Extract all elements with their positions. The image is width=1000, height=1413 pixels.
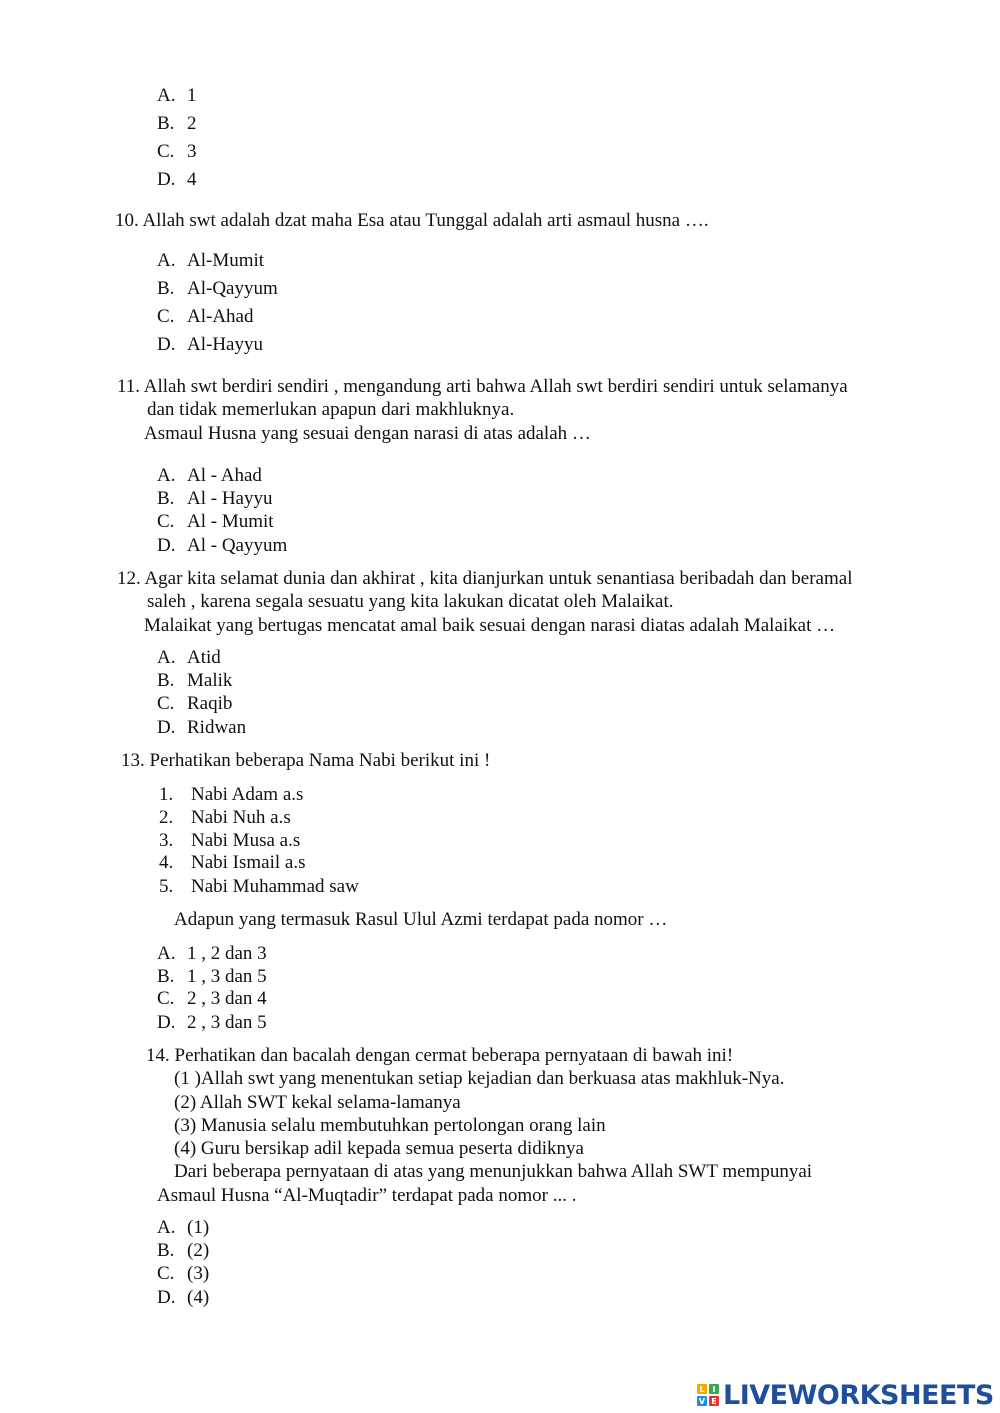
answer-option[interactable]: A. Al - Ahad — [157, 465, 262, 486]
answer-option[interactable]: D. 4 — [157, 169, 197, 190]
answer-option[interactable]: A. Al-Mumit — [157, 250, 265, 271]
answer-option[interactable]: B. Al-Qayyum — [157, 278, 278, 299]
answer-option[interactable]: C. 2 , 3 dan 4 — [157, 988, 267, 1009]
question-12-line-2: saleh , karena segala sesuatu yang kita lakukan dicatat oleh Malaikat. — [147, 591, 674, 612]
logo-tile: I — [709, 1384, 719, 1394]
question-10-text: 10. Allah swt adalah dzat maha Esa atau Tunggal adalah arti asmaul husna …. — [115, 210, 709, 231]
answer-option[interactable]: C. Al-Ahad — [157, 306, 254, 327]
answer-option[interactable]: B. 1 , 3 dan 5 — [157, 966, 267, 987]
logo-mark-icon — [697, 1384, 719, 1406]
answer-option[interactable]: C. 3 — [157, 141, 197, 162]
answer-option[interactable]: B. 2 — [157, 113, 197, 134]
answer-option[interactable]: B. Al - Hayyu — [157, 488, 273, 509]
statement: (3) Manusia selalu membutuhkan pertolongan orang lain — [174, 1115, 606, 1136]
question-12-prompt: Malaikat yang bertugas mencatat amal baik sesuai dengan narasi diatas adalah Malaikat … — [144, 615, 836, 636]
answer-option[interactable]: A. 1 , 2 dan 3 — [157, 943, 267, 964]
answer-option[interactable]: C. (3) — [157, 1263, 210, 1284]
answer-option[interactable]: B. (2) — [157, 1240, 210, 1261]
list-item: 1. Nabi Adam a.s — [159, 784, 304, 805]
answer-option[interactable]: A. 1 — [157, 85, 197, 106]
logo-tile: E — [709, 1396, 719, 1406]
answer-option[interactable]: C. Al - Mumit — [157, 511, 274, 532]
question-14-prompt-line-2: Asmaul Husna “Al-Muqtadir” terdapat pada nomor ... . — [157, 1185, 577, 1206]
question-14-prompt-line-1: Dari beberapa pernyataan di atas yang menunjukkan bahwa Allah SWT mempunyai — [174, 1161, 813, 1182]
logo-tile: L — [697, 1384, 707, 1394]
answer-option[interactable]: D. Al-Hayyu — [157, 334, 263, 355]
list-item: 3. Nabi Musa a.s — [159, 830, 301, 851]
answer-option[interactable]: D. (4) — [157, 1287, 210, 1308]
list-item: 2. Nabi Nuh a.s — [159, 807, 291, 828]
answer-option[interactable]: A. Atid — [157, 647, 221, 668]
list-item: 5. Nabi Muhammad saw — [159, 876, 359, 897]
question-11-line-1: 11. Allah swt berdiri sendiri , mengandung arti bahwa Allah swt berdiri sendiri untuk selamanya — [117, 376, 848, 397]
logo-text: LIVEWORKSHEETS — [723, 1379, 994, 1411]
question-14-text: 14. Perhatikan dan bacalah dengan cermat beberapa pernyataan di bawah ini! — [146, 1045, 734, 1066]
question-12-line-1: 12. Agar kita selamat dunia dan akhirat , kita dianjurkan untuk senantiasa beribadah dan beramal — [117, 568, 853, 589]
answer-option[interactable]: D. Ridwan — [157, 717, 247, 738]
logo-tile: V — [698, 1396, 706, 1406]
statement: (2) Allah SWT kekal selama-lamanya — [174, 1092, 461, 1113]
answer-option[interactable]: D. Al - Qayyum — [157, 535, 288, 556]
question-11-prompt: Asmaul Husna yang sesuai dengan narasi di atas adalah … — [144, 423, 591, 444]
answer-option[interactable]: D. 2 , 3 dan 5 — [157, 1012, 267, 1033]
answer-option[interactable]: C. Raqib — [157, 693, 233, 714]
statement: (4) Guru bersikap adil kepada semua peserta didiknya — [174, 1138, 584, 1159]
list-item: 4. Nabi Ismail a.s — [159, 852, 306, 873]
question-13-prompt: Adapun yang termasuk Rasul Ulul Azmi terdapat pada nomor … — [174, 909, 668, 930]
answer-option[interactable]: A. (1) — [157, 1217, 210, 1238]
question-13-text: 13. Perhatikan beberapa Nama Nabi berikut ini ! — [121, 750, 491, 771]
answer-option[interactable]: B. Malik — [157, 670, 233, 691]
liveworksheets-logo — [697, 1380, 994, 1410]
question-11-line-2: dan tidak memerlukan apapun dari makhluknya. — [147, 399, 515, 420]
statement: (1 )Allah swt yang menentukan setiap kejadian dan berkuasa atas makhluk-Nya. — [174, 1068, 785, 1089]
